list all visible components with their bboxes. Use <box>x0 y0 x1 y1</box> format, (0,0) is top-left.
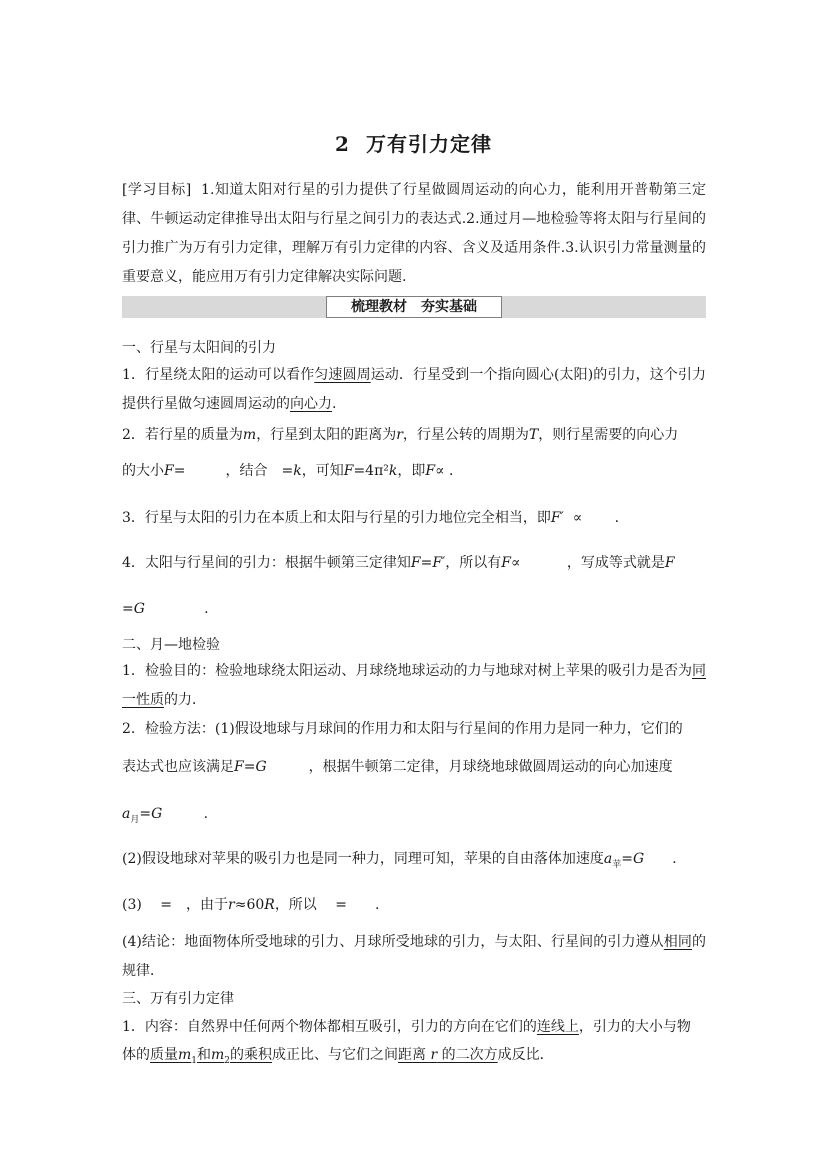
text: = <box>122 601 134 617</box>
s1-item3 <box>122 507 619 527</box>
text: = <box>243 759 256 775</box>
s2-item2-line2 <box>122 756 673 776</box>
text: 距离 <box>398 1047 427 1063</box>
text: 1．检验目的：检验地球绕太阳运动、月球绕地球运动的力与地球对树上苹果的吸引力是否为 <box>122 663 692 679</box>
banner-label: 梳理教材 夯实基础 <box>326 296 502 318</box>
text: 4．太阳与行星间的引力：根据牛顿第三定律知 <box>122 555 411 571</box>
var: k <box>293 463 302 479</box>
var: r <box>228 897 235 913</box>
text: 运动．行星受到一个指向圆心(太阳)的引力，这个引 <box>370 367 692 383</box>
text: = <box>173 463 186 479</box>
title-number: 2 <box>335 132 350 156</box>
text: 成反比． <box>497 1047 554 1063</box>
subscript: 苹 <box>612 859 622 870</box>
var: F <box>343 463 354 479</box>
var: R <box>264 897 275 913</box>
text: ∝ ，写成等式就是 <box>510 555 665 571</box>
text: 1．内容：自然界中任何两个物体都相互吸引，引力的方向在它们的 <box>122 1019 537 1035</box>
text: . <box>644 851 677 867</box>
text: 1．行星绕太阳的运动可以看作 <box>122 367 315 383</box>
subscript: 2 <box>224 1055 231 1066</box>
text: ≈60 <box>234 897 265 913</box>
text: = <box>420 555 433 571</box>
var: G <box>632 851 645 867</box>
text: 的乘积 <box>230 1047 273 1063</box>
s1-item2-line1 <box>122 424 678 444</box>
var: G <box>133 601 145 617</box>
var: F <box>164 463 174 479</box>
text: . <box>332 396 337 412</box>
var: F <box>410 555 421 571</box>
goals-label: [学习目标] <box>122 182 192 198</box>
var: T <box>528 427 539 443</box>
var: F <box>664 555 675 571</box>
text: ，即 <box>397 463 426 479</box>
text: ，可知 <box>301 463 344 479</box>
text: = <box>621 851 633 867</box>
section-banner <box>122 296 706 318</box>
text: (2)假设地球对苹果的吸引力也是同一种力，同理可知，苹果的自由落体加速度 <box>122 851 604 867</box>
s2-item2-line4 <box>122 848 677 870</box>
var: a <box>603 851 613 867</box>
text: . <box>175 806 209 822</box>
text: 2．若行星的质量为 <box>122 427 243 443</box>
s1-item1 <box>122 361 706 419</box>
section3-heading: 三、万有引力定律 <box>122 991 234 1007</box>
var: F′ <box>432 555 446 571</box>
underlined-answer: 连线上 <box>536 1019 579 1035</box>
text: . <box>176 601 209 617</box>
text: 的力． <box>164 692 206 708</box>
s2-item2-line1: 2．检验方法：(1)假设地球与月球间的作用力和太阳与行星间的作用力是同一种力，它们的 <box>122 721 683 737</box>
text: ，行星到太阳的距离为 <box>256 427 397 443</box>
text: (3) = ，由于 <box>122 897 229 913</box>
learning-goals <box>122 176 706 292</box>
page-title <box>0 128 827 157</box>
subscript: 1 <box>191 1055 198 1066</box>
s2-item2-line5 <box>122 894 379 914</box>
var: F <box>234 759 244 775</box>
underlined-answer: 同一性质 <box>122 663 706 708</box>
text: ，则行星需要的向心力 <box>538 427 679 443</box>
s3-item1-line2 <box>122 1044 554 1066</box>
var: m <box>178 1047 192 1063</box>
s1-item2-line2 <box>122 460 463 480</box>
text: = <box>139 806 152 822</box>
underlined-answer: 相同 <box>663 934 692 950</box>
text: 的大小 <box>122 463 164 479</box>
text: ，结合 = <box>225 463 294 479</box>
s3-item1-line1 <box>122 1016 691 1036</box>
text: 成正比、与它们之间 <box>272 1047 399 1063</box>
text: ，所以 = . <box>274 897 380 913</box>
s1-item4-line2 <box>122 598 209 618</box>
var: G <box>255 759 267 775</box>
text: 表达式也应该满足 <box>122 759 234 775</box>
text: ，引力的大小与物 <box>578 1019 691 1035</box>
var: r <box>396 427 403 443</box>
text: (4)结论：地面物体所受地球的引力、月球所受地球的引力，与太阳、行星间的引力遵从 <box>122 934 664 950</box>
underlined-answer: 匀速圆周 <box>314 367 371 383</box>
var: m <box>242 427 257 443</box>
s2-item1 <box>122 657 706 715</box>
underlined-answer <box>150 1047 273 1066</box>
var: k <box>388 463 398 479</box>
text: 和 <box>197 1047 212 1063</box>
var: F′ <box>550 510 564 526</box>
text: =4π² <box>353 463 389 479</box>
section2-heading: 二、月—地检验 <box>122 637 220 653</box>
text: ，行星公转的周期为 <box>402 427 529 443</box>
var: m <box>211 1047 225 1063</box>
text: 力提供行星做匀速圆周运动的 <box>122 367 706 412</box>
section1-heading: 一、行星与太阳间的引力 <box>122 340 276 356</box>
title-text: 万有引力定律 <box>365 132 492 156</box>
underlined-answer: 向心力 <box>290 396 332 412</box>
text: ，所以有 <box>445 555 502 571</box>
var: a <box>122 806 131 822</box>
var: F <box>425 463 436 479</box>
var: r <box>430 1047 438 1063</box>
text: 体的 <box>122 1047 150 1063</box>
text: 3．行星与太阳的引力在本质上和太阳与行星的引力地位完全相当，即 <box>122 510 551 526</box>
text: 的规律． <box>122 934 706 979</box>
text: 质量 <box>150 1047 178 1063</box>
text: 的二次方 <box>441 1047 498 1063</box>
s1-item4-line1 <box>122 552 675 572</box>
text: ∝ ． <box>435 463 464 479</box>
text: ，根据牛顿第二定律，月球绕地球做圆周运动的向心加速度 <box>266 759 673 775</box>
underlined-answer <box>398 1047 498 1063</box>
subscript: 月 <box>130 814 140 825</box>
var: F <box>501 555 511 571</box>
s2-item2-line6 <box>122 928 706 986</box>
goals-text: 1.知道太阳对行星的引力提供了行星做圆周运动的向心力，能利用开普勒第三定律、牛顿运动定律推导出太阳与行星之间引力的表达式.2.通过月—地检验等将太阳与行星间的引力推广为万有引力定律，理解万有引力定律的内容、含义及适用条件.3.认识引力常量测量的重要意义，能应用万有引力定律解决实际问题. <box>122 182 706 285</box>
var: G <box>151 806 163 822</box>
text: ∝ . <box>572 510 620 526</box>
s2-item2-line3 <box>122 803 208 825</box>
